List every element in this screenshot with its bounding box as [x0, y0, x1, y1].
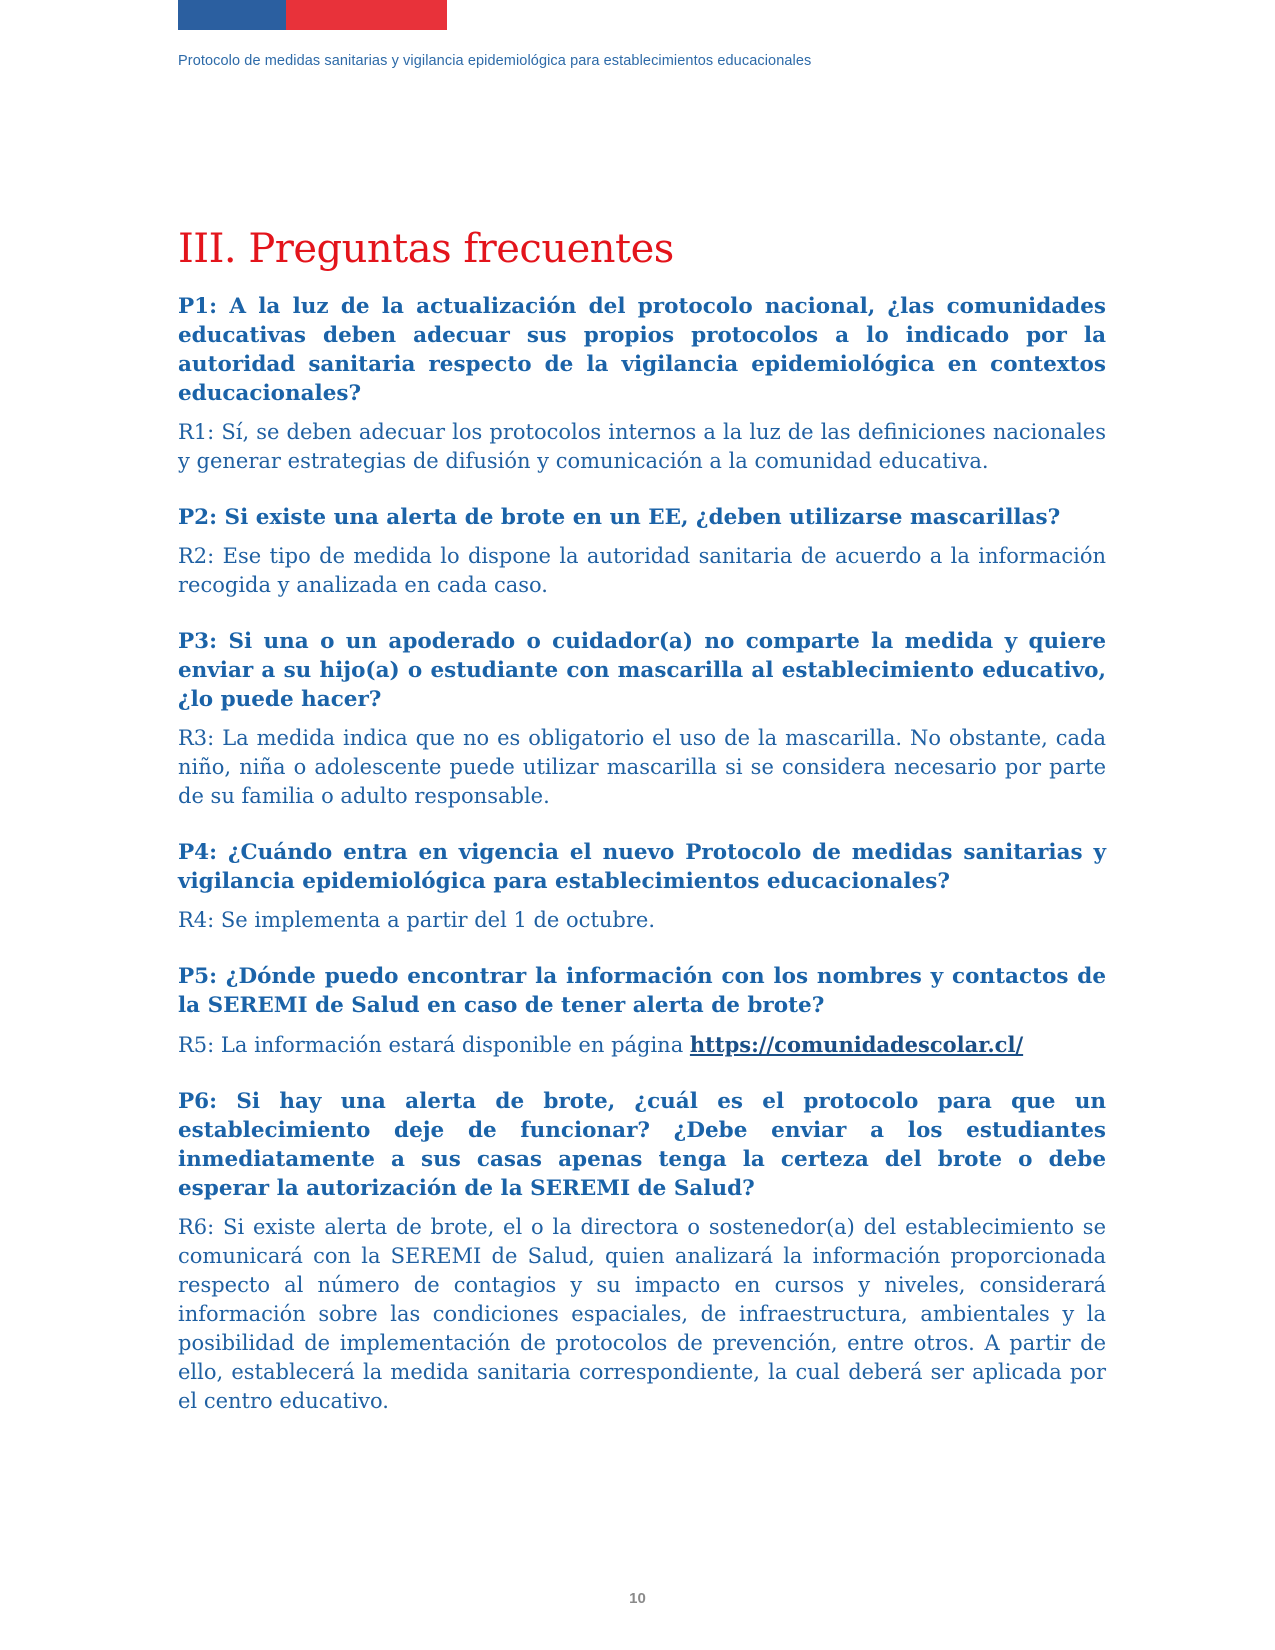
faq-question: P5: ¿Dónde puedo encontrar la información con los nombres y contactos de la SEREMI de Salud en caso de tener alerta de brote? [178, 964, 1106, 1018]
faq-answer: R3: La medida indica que no es obligatorio el uso de la mascarilla. No obstante, cada niño, niña o adolescente puede utilizar mascarilla si se considera necesario por parte de su familia o adulto responsable. [178, 726, 1106, 808]
comunidad-escolar-link[interactable]: https://comunidadescolar.cl/ [689, 1032, 1024, 1057]
faq-answer: R4: Se implementa a partir del 1 de octubre. [178, 908, 655, 932]
faq-answer [178, 1030, 1106, 1060]
faq-answer: R1: Sí, se deben adecuar los protocolos internos a la luz de las definiciones nacionales y generar estrategias de difusión y comunicación a la comunidad educativa. [178, 420, 1106, 473]
faq-item [178, 292, 1106, 476]
faq-question: P2: Si existe una alerta de brote en un EE, ¿deben utilizarse mascarillas? [178, 505, 1061, 530]
faq-answer-text: R5: La información estará disponible en página [178, 1033, 690, 1057]
faq-question: P4: ¿Cuándo entra en vigencia el nuevo Protocolo de medidas sanitarias y vigilancia epidemiológica para establecimientos educacionales? [178, 840, 1106, 894]
faq-question: P1: A la luz de la actualización del protocolo nacional, ¿las comunidades educativas deben adecuar sus propios protocolos a lo indicado por la autoridad sanitaria respecto de la vigilancia epidemiológica en contextos educacionales? [178, 294, 1106, 406]
faq-item [178, 503, 1106, 600]
faq-item [178, 962, 1106, 1060]
flag-blue-segment [178, 0, 286, 30]
faq-question: P3: Si una o un apoderado o cuidador(a) no comparte la medida y quiere enviar a su hijo(a) o estudiante con mascarilla al establecimiento educativo, ¿lo puede hacer? [178, 629, 1106, 712]
flag-red-segment [286, 0, 447, 30]
faq-answer: R2: Ese tipo de medida lo dispone la autoridad sanitaria de acuerdo a la información recogida y analizada en cada caso. [178, 544, 1106, 597]
running-header: Protocolo de medidas sanitarias y vigilancia epidemiológica para establecimientos educacionales [178, 53, 812, 69]
faq-answer: R6: Si existe alerta de brote, el o la directora o sostenedor(a) del establecimiento se comunicará con la SEREMI de Salud, quien analizará la información proporcionada respecto al número de contagios y su impacto en cursos y niveles, considerará información sobre las condiciones espaciales, de infraestructura, ambientales y la posibilidad de implementación de protocolos de prevención, entre otros. A partir de ello, establecerá la medida sanitaria correspondiente, la cual deberá ser aplicada por el centro educativo. [178, 1215, 1106, 1413]
faq-question: P6: Si hay una alerta de brote, ¿cuál es el protocolo para que un establecimiento deje de funcionar? ¿Debe enviar a los estudiantes inmediatamente a sus casas apenas tenga la certeza del brote o debe esperar la autorización de la SEREMI de Salud? [178, 1089, 1106, 1201]
document-body [178, 226, 1106, 1443]
section-title: III. Preguntas frecuentes [178, 226, 674, 272]
faq-item [178, 1087, 1106, 1416]
faq-item [178, 838, 1106, 935]
government-flag-bar [178, 0, 447, 30]
faq-item [178, 627, 1106, 811]
page-number: 10 [629, 1590, 646, 1607]
